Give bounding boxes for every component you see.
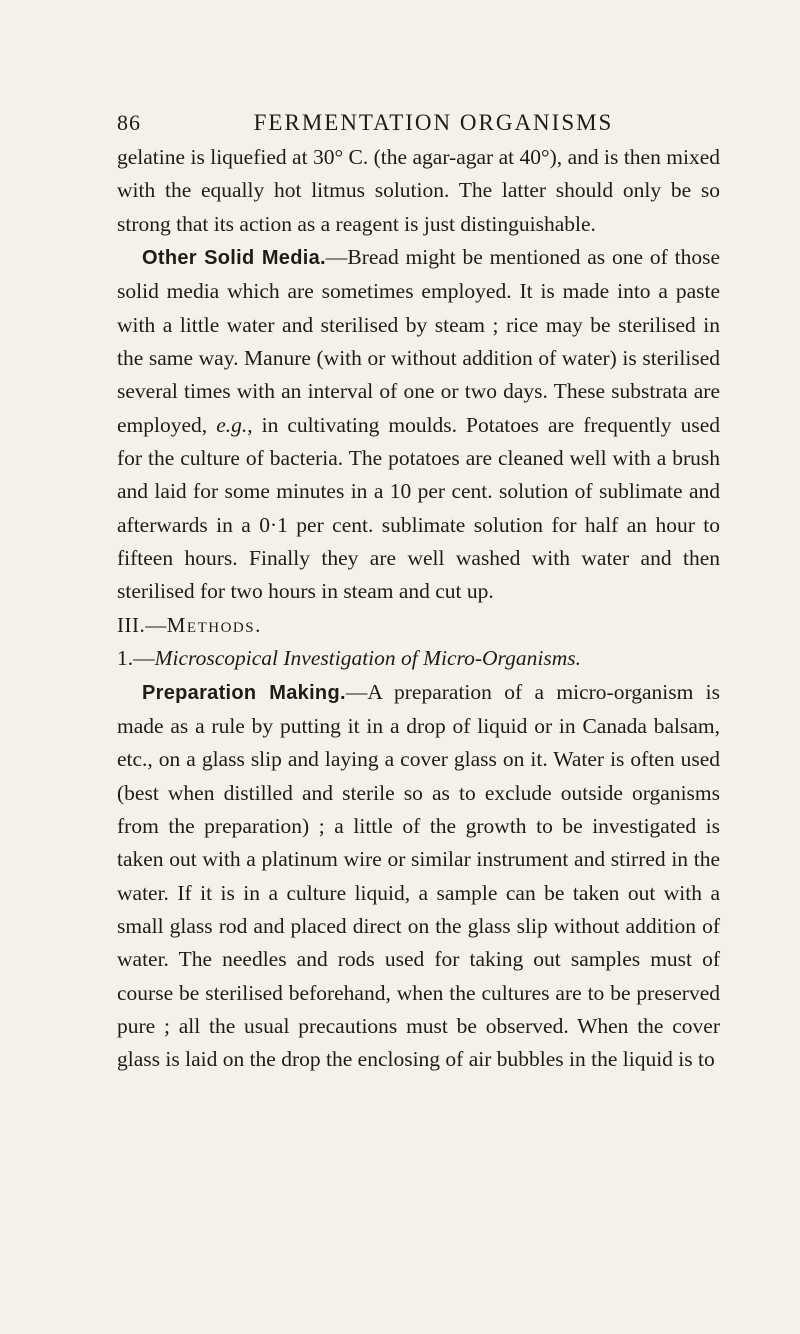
subsection-heading	[117, 642, 720, 675]
section-number: III.—	[117, 612, 167, 637]
paragraph-text: —A preparation of a micro-organism is made as a rule by putting it in a drop of liquid or in Canada balsam, etc., on a glass slip and laying a cover glass on it. Water is often used (best when distilled and sterile so as to exclude outside organisms from the preparation) ; a little of the growth to be investigated is taken out with a platinum wire or similar instrument and stirred in the water. If it is in a culture liquid, a sample can be taken out with a small glass rod and placed direct on the glass slip without addition of water. The needles and rods used for taking out samples must of course be sterilised beforehand, when the cultures are to be preserved pure ; all the usual precautions must be observed. When the cover glass is laid on the drop the enclosing of air bubbles in the liquid is to	[117, 679, 720, 1072]
abbreviation: e.g.	[216, 412, 248, 437]
page-number: 86	[117, 110, 141, 135]
subsection-title: Microscopical Investigation of Micro-Organisms.	[154, 646, 581, 671]
paragraph-text: , in cultivating moulds. Potatoes are frequently used for the culture of bacteria. The potatoes are cleaned well with a brush and laid for some minutes in a 10 per cent. solution of sublimate and afterwards in a 0·1 per cent. sublimate solution for half an hour to fifteen hours. Finally they are well washed with water and then sterilised for two hours in steam and cut up.	[117, 412, 720, 604]
paragraph-heading: Preparation Making.	[142, 681, 346, 704]
section-heading	[117, 609, 720, 642]
running-title: FERMENTATION ORGANISMS	[253, 110, 614, 135]
paragraph-other-solid-media	[117, 241, 720, 609]
paragraph-preparation-making	[117, 676, 720, 1077]
paragraph-litmus	[117, 141, 720, 241]
subsection-number: 1.—	[117, 646, 155, 671]
page-body	[117, 141, 720, 1077]
paragraph-text: gelatine is liquefied at 30° C. (the agar-agar at 40°), and is then mixed with the equally hot litmus solution. The latter should only be so strong that its action as a reagent is just distinguishable.	[117, 145, 720, 236]
paragraph-text: —Bread might be mentioned as one of those solid media which are sometimes employed. It is made into a paste with a little water and sterilised by steam ; rice may be sterilised in the same way. Manure (with or without addition of water) is sterilised several times with an interval of one or two days. These substrata are employed,	[117, 245, 720, 437]
section-title: Methods.	[166, 612, 262, 637]
paragraph-heading: Other Solid Media.	[142, 247, 326, 270]
